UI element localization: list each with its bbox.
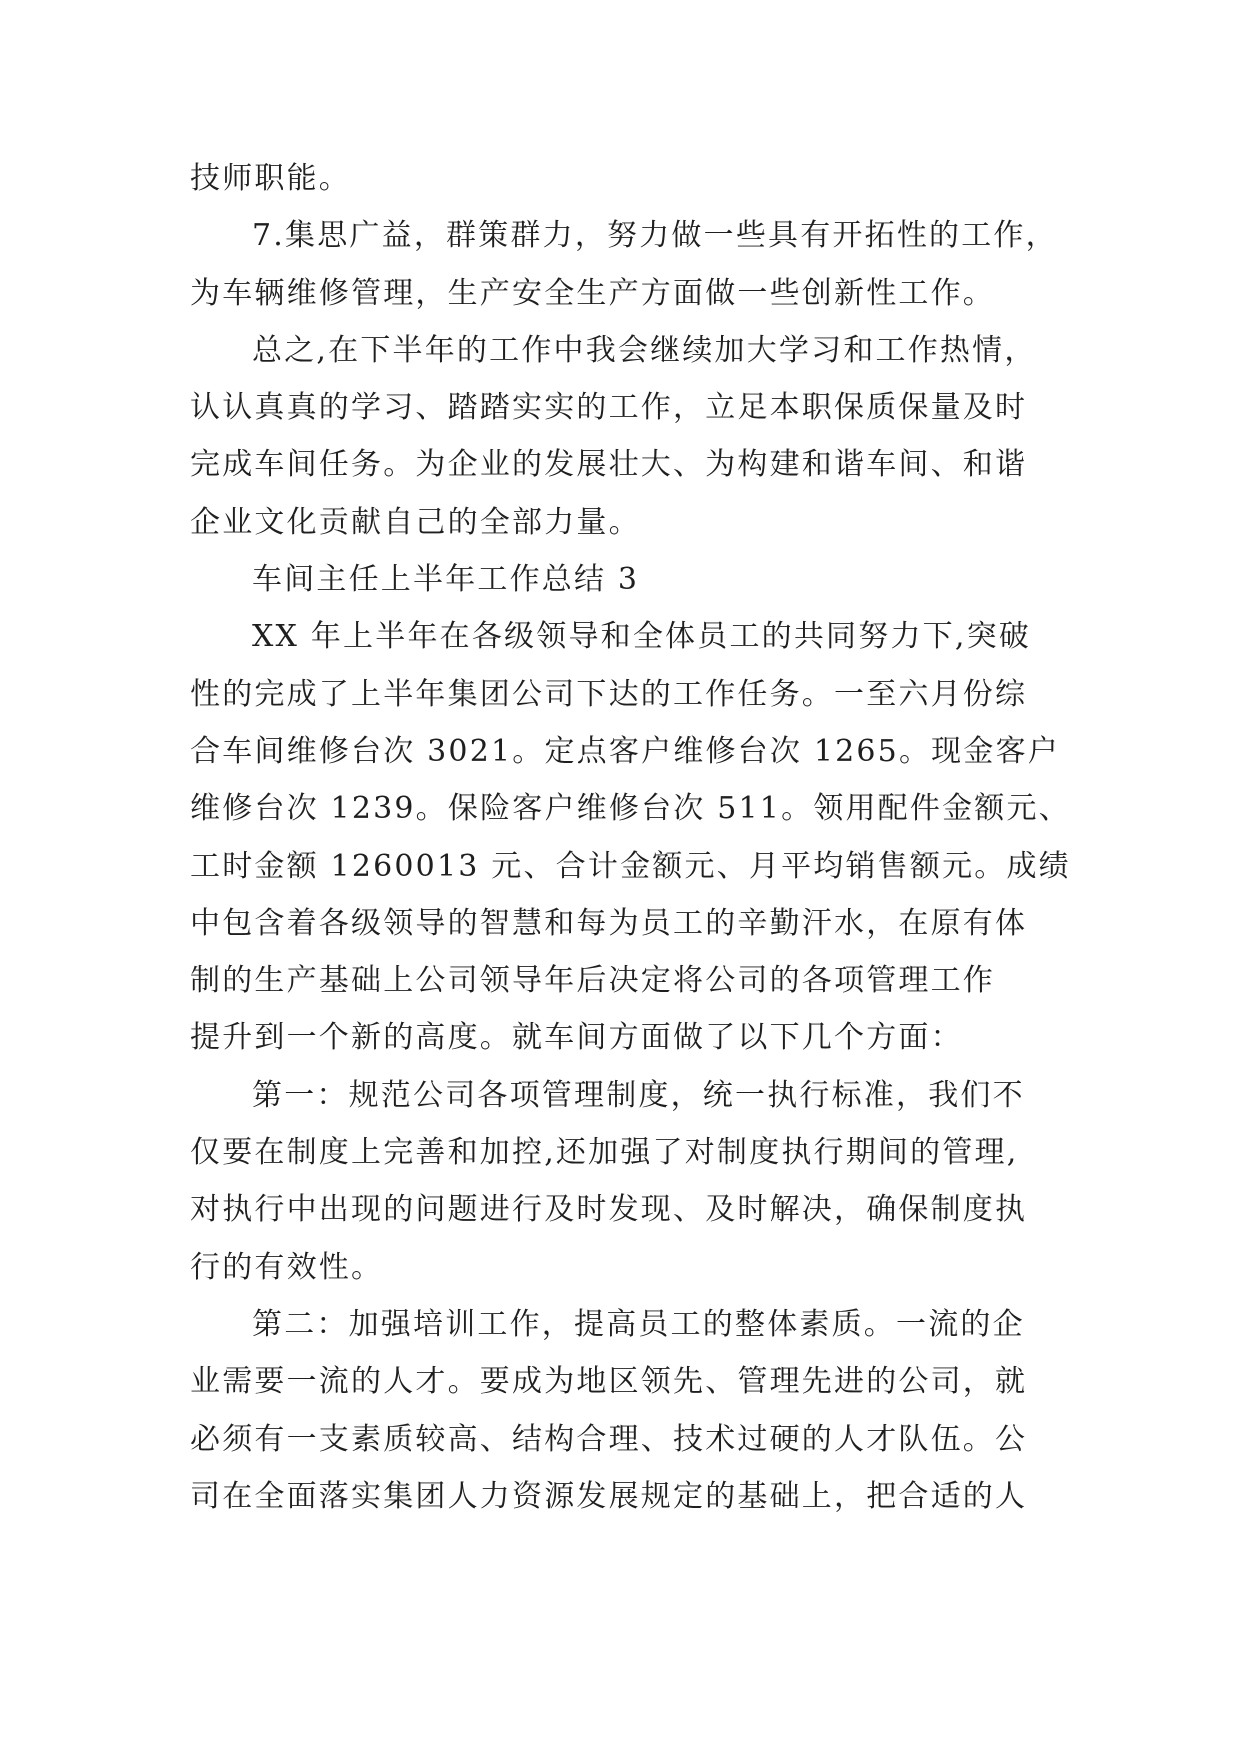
text-line: 维修台次 1239。保险客户维修台次 511。领用配件金额元、 — [190, 791, 1071, 827]
text-line: 第一：规范公司各项管理制度，统一执行标准，我们不 — [252, 1077, 1025, 1113]
text-line: 中包含着各级领导的智慧和每为员工的辛勤汗水，在原有体 — [190, 905, 1028, 941]
text-line: 认认真真的学习、踏踏实实的工作，立足本职保质保量及时 — [190, 390, 1028, 426]
text-line: 仅要在制度上完善和加控,还加强了对制度执行期间的管理, — [190, 1135, 1019, 1171]
text-line: XX 年上半年在各级领导和全体员工的共同努力下,突破 — [252, 619, 1031, 655]
text-line: 工时金额 1260013 元、合计金额元、月平均销售额元。成绩 — [190, 848, 1071, 884]
text-line: 为车辆维修管理，生产安全生产方面做一些创新性工作。 — [190, 275, 995, 311]
text-line: 完成车间任务。为企业的发展壮大、为构建和谐车间、和谐 — [190, 447, 1028, 483]
text-line: 企业文化贡献自己的全部力量。 — [190, 504, 641, 540]
document-body — [190, 150, 1070, 1525]
text-line: 制的生产基础上公司领导年后决定将公司的各项管理工作 — [190, 963, 995, 999]
section-heading: 车间主任上半年工作总结 3 — [252, 562, 640, 598]
text-line: 性的完成了上半年集团公司下达的工作任务。一至六月份综 — [190, 676, 1028, 712]
text-line: 第二：加强培训工作，提高员工的整体素质。一流的企 — [252, 1306, 1025, 1342]
text-line: 行的有效性。 — [190, 1249, 384, 1285]
text-line: 合车间维修台次 3021。定点客户维修台次 1265。现金客户 — [190, 733, 1060, 769]
text-line: 总之,在下半年的工作中我会继续加大学习和工作热情， — [252, 332, 1037, 368]
text-line: 提升到一个新的高度。就车间方面做了以下几个方面： — [190, 1020, 963, 1056]
text-line: 必须有一支素质较高、结构合理、技术过硬的人才队伍。公 — [190, 1421, 1028, 1457]
text-line: 司在全面落实集团人力资源发展规定的基础上，把合适的人 — [190, 1478, 1028, 1514]
text-line: 技师职能。 — [190, 161, 351, 196]
text-line: 7.集思广益，群策群力，努力做一些具有开拓性的工作， — [252, 218, 1058, 254]
text-line: 对执行中出现的问题进行及时发现、及时解决，确保制度执 — [190, 1192, 1028, 1228]
text-line: 业需要一流的人才。要成为地区领先、管理先进的公司，就 — [190, 1364, 1028, 1400]
